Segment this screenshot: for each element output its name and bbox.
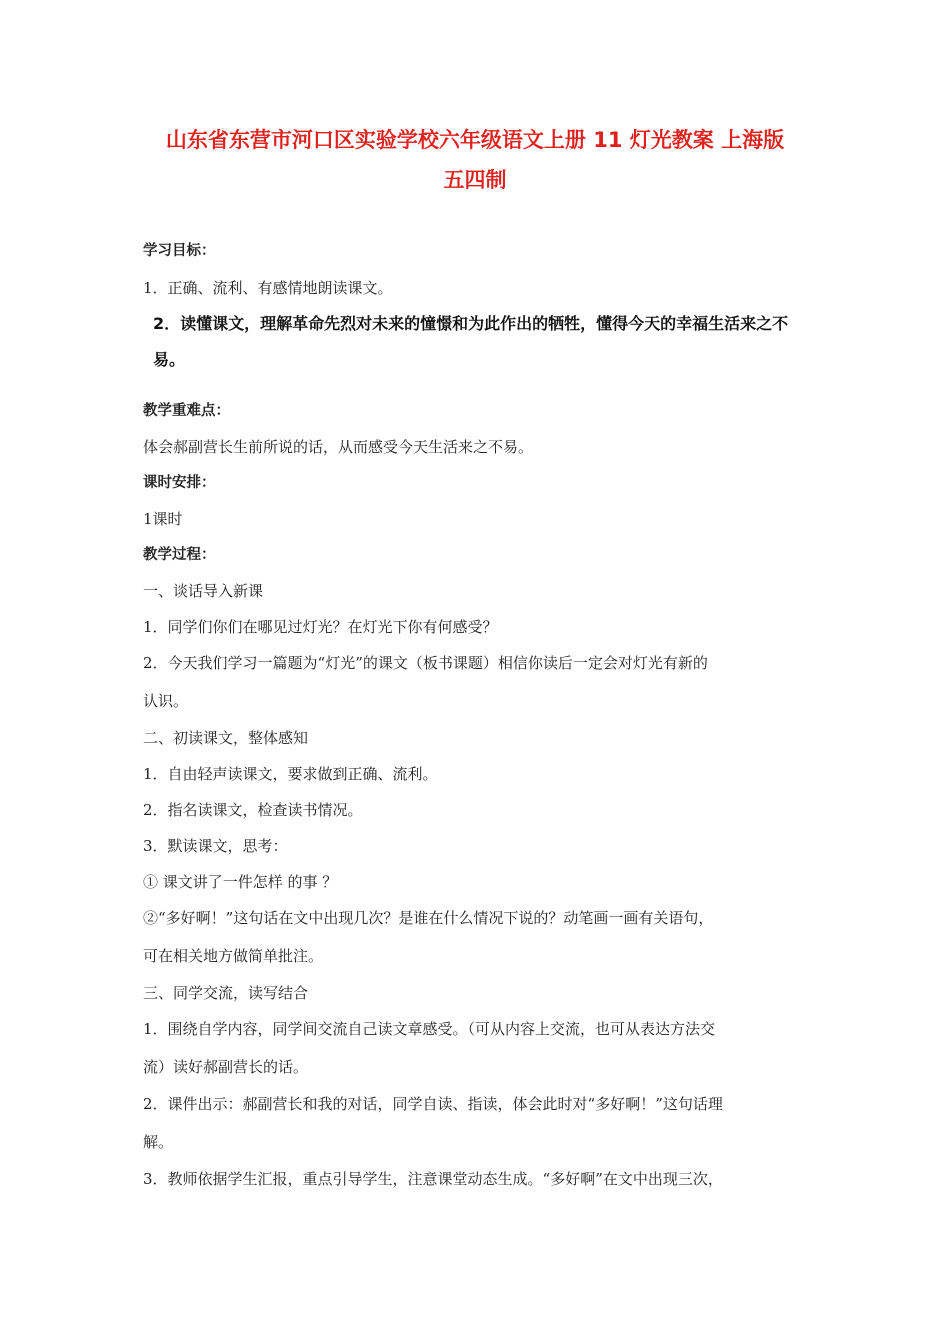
text-line: 一、谈话导入新课 <box>143 582 264 600</box>
text-line: 2．指名读课文，检查读书情况。 <box>143 801 363 819</box>
heading-schedule: 课时安排： <box>143 475 216 491</box>
text-line: 可在相关地方做简单批注。 <box>143 947 324 965</box>
text-line: 2．今天我们学习一篇题为“灯光”的课文（板书课题）相信你读后一定会对灯光有新的 <box>143 654 708 672</box>
text-line: 体会郝副营长生前所说的话，从而感受今天生活来之不易。 <box>143 438 534 456</box>
text-line: 认识。 <box>143 692 189 710</box>
heading-key-points: 教学重难点： <box>143 403 230 419</box>
text-line: 流）读好郝副营长的话。 <box>143 1058 309 1076</box>
text-line: 1．正确、流利、有感情地朗读课文。 <box>143 279 393 297</box>
heading-process: 教学过程： <box>143 547 216 563</box>
text-line: 易。 <box>153 350 186 369</box>
title-line-1: 山东省东营市河口区实验学校六年级语文上册 11 灯光教案 上海版 <box>165 128 785 152</box>
text-line: 1．同学们你们在哪见过灯光？在灯光下你有何感受？ <box>143 618 498 636</box>
text-line: 2．读懂课文，理解革命先烈对未来的憧憬和为此作出的牺牲，懂得今天的幸福生活来之不 <box>153 314 789 333</box>
document-title <box>100 120 850 200</box>
text-line: 三、同学交流，读写结合 <box>143 984 309 1002</box>
text-line: ②“多好啊！”这句话在文中出现几次？是谁在什么情况下说的？动笔画一画有关语句， <box>143 909 714 927</box>
text-line: 1．自由轻声读课文，要求做到正确、流利。 <box>143 765 438 783</box>
text-line: 1课时 <box>143 510 183 528</box>
text-line: 2．课件出示：郝副营长和我的对话，同学自读、指读，体会此时对“多好啊！”这句话理 <box>143 1095 723 1113</box>
text-line: 3．默读课文，思考： <box>143 837 288 855</box>
text-line: 1．围绕自学内容，同学间交流自己读文章感受。（可从内容上交流，也可从表达方法交 <box>143 1020 716 1038</box>
text-line: 3．教师依据学生汇报，重点引导学生，注意课堂动态生成。“多好啊”在文中出现三次， <box>143 1170 723 1188</box>
text-line: 解。 <box>143 1133 174 1151</box>
title-line-2: 五四制 <box>443 168 507 192</box>
heading-objectives: 学习目标： <box>143 243 216 259</box>
text-line: 二、初读课文，整体感知 <box>143 729 309 747</box>
text-line: ① 课文讲了一件怎样 的事 ？ <box>143 873 338 891</box>
